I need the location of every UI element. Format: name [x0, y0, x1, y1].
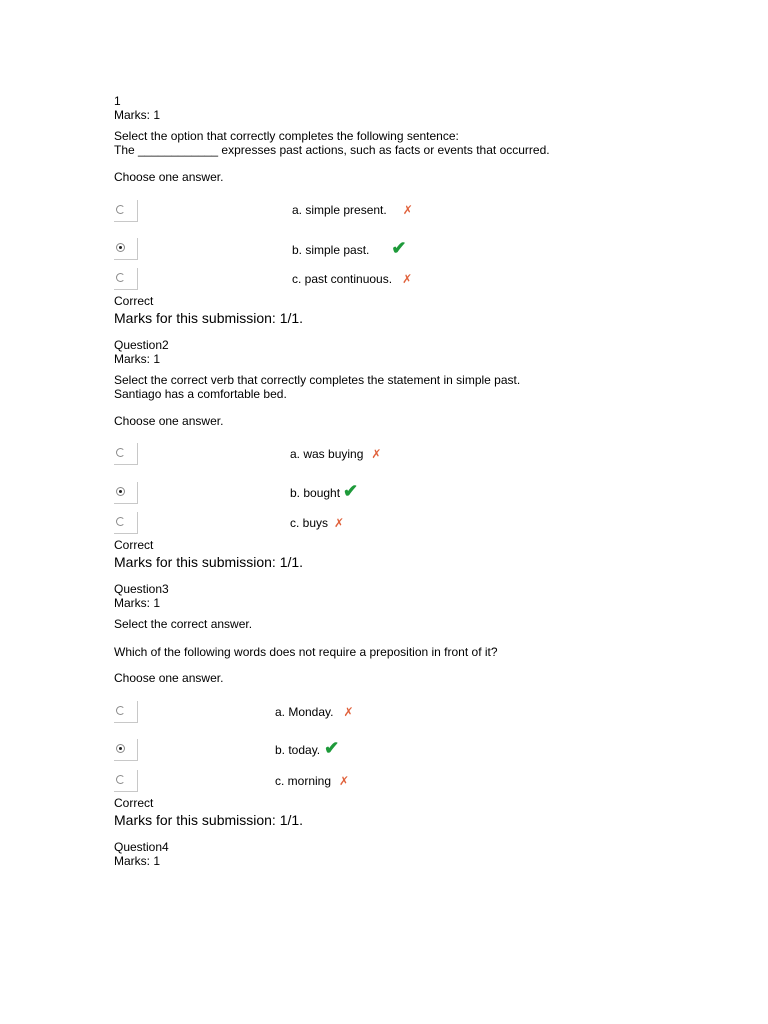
question-sentence: Which of the following words does not require a preposition in front of it?: [114, 645, 498, 659]
marks-for-submission: Marks for this submission: 1/1.: [114, 812, 304, 828]
wrong-mark-icon: ✗: [343, 705, 354, 719]
radio-option-b[interactable]: [114, 238, 138, 260]
radio-option-a[interactable]: [114, 701, 138, 723]
option-label: c. buys: [290, 516, 329, 530]
option-label: b. today.: [275, 743, 321, 757]
question-prompt: Select the option that correctly completes the following sentence:: [114, 129, 459, 143]
wrong-mark-icon: ✗: [402, 272, 413, 286]
choose-instruction: Choose one answer.: [114, 414, 224, 428]
wrong-mark-icon: ✗: [334, 516, 345, 530]
option-label: b. simple past.: [292, 243, 370, 257]
radio-option-c[interactable]: [114, 268, 138, 290]
radio-option-a[interactable]: [114, 443, 138, 465]
radio-option-c[interactable]: [114, 512, 138, 534]
radio-option-b[interactable]: [114, 482, 138, 504]
wrong-mark-icon: ✗: [371, 447, 382, 461]
option-label: b. bought: [290, 486, 341, 500]
option-label: a. Monday.: [275, 705, 334, 719]
question-prompt: Select the correct verb that correctly completes the statement in simple past.: [114, 373, 521, 387]
question-sentence: The ____________ expresses past actions, such as facts or events that occurred.: [114, 143, 550, 157]
option-label: a. simple present.: [292, 203, 387, 217]
marks-for-submission: Marks for this submission: 1/1.: [114, 310, 304, 326]
question-number: 1: [114, 94, 121, 108]
question-marks: Marks: 1: [114, 352, 161, 366]
question-marks: Marks: 1: [114, 596, 161, 610]
status-correct: Correct: [114, 796, 154, 810]
wrong-mark-icon: ✗: [339, 774, 350, 788]
correct-check-icon: ✔: [324, 738, 340, 758]
choose-instruction: Choose one answer.: [114, 170, 224, 184]
status-correct: Correct: [114, 538, 154, 552]
marks-for-submission: Marks for this submission: 1/1.: [114, 554, 304, 570]
correct-check-icon: ✔: [391, 238, 407, 258]
option-label: a. was buying: [290, 447, 364, 461]
question-number: Question3: [114, 582, 169, 596]
correct-check-icon: ✔: [343, 481, 359, 501]
question-sentence: Santiago has a comfortable bed.: [114, 387, 287, 401]
radio-option-a[interactable]: [114, 200, 138, 222]
status-correct: Correct: [114, 294, 154, 308]
choose-instruction: Choose one answer.: [114, 671, 224, 685]
radio-option-c[interactable]: [114, 770, 138, 792]
question-prompt: Select the correct answer.: [114, 617, 253, 631]
question-marks: Marks: 1: [114, 108, 161, 122]
wrong-mark-icon: ✗: [402, 203, 413, 217]
question-number: Question4: [114, 840, 169, 854]
option-label: c. morning: [275, 774, 332, 788]
question-marks: Marks: 1: [114, 854, 161, 868]
radio-option-b[interactable]: [114, 739, 138, 761]
question-number: Question2: [114, 338, 169, 352]
option-label: c. past continuous.: [292, 272, 393, 286]
